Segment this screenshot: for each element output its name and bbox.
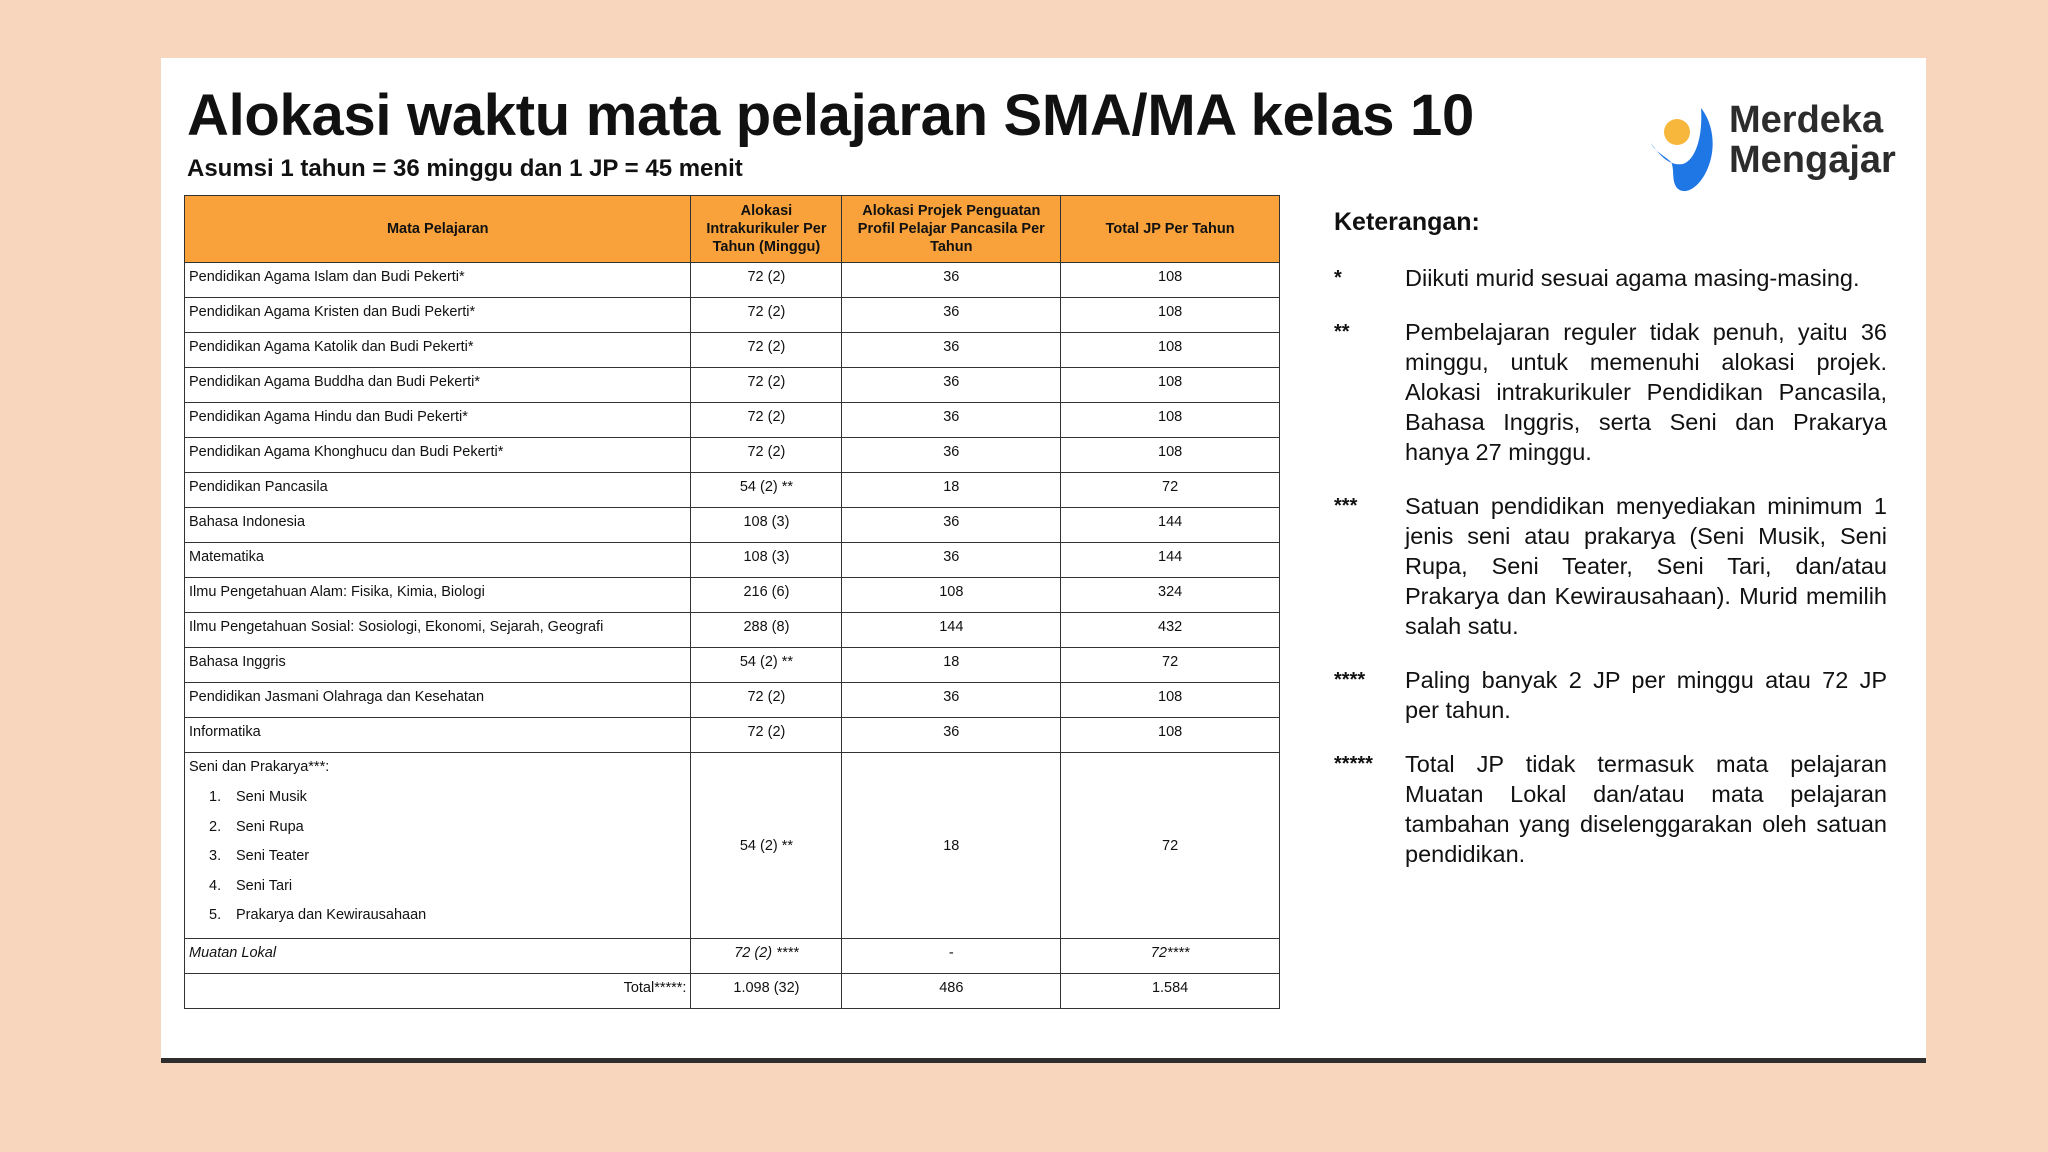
total-cell: 432 [1061, 613, 1280, 648]
total-cell: 144 [1061, 508, 1280, 543]
subject-cell: Ilmu Pengetahuan Sosial: Sosiologi, Ekonomi, Sejarah, Geografi [185, 613, 691, 648]
subject-cell: Pendidikan Agama Kristen dan Budi Pekerti* [185, 298, 691, 333]
projek-cell: 108 [842, 578, 1061, 613]
projek-cell: 36 [842, 508, 1061, 543]
note-item [1334, 665, 1887, 725]
note-item [1334, 491, 1887, 641]
subject-cell: Pendidikan Agama Katolik dan Budi Pekerti* [185, 333, 691, 368]
table-row [185, 613, 1280, 648]
projek-cell: - [842, 939, 1061, 974]
note-text: Satuan pendidikan menyediakan minimum 1 jenis seni atau prakarya (Seni Musik, Seni Rupa, Seni Teater, Seni Tari, dan/atau Prakarya dan Kewirausahaan). Murid memilih salah satu. [1405, 493, 1887, 639]
note-mark: **** [1334, 669, 1366, 691]
total-cell: 108 [1061, 298, 1280, 333]
merdeka-mengajar-logo-icon [1641, 88, 1721, 198]
subject-cell-seni [185, 753, 691, 939]
subject-cell: Bahasa Indonesia [185, 508, 691, 543]
allocation-table [184, 195, 1280, 1009]
table-row [185, 298, 1280, 333]
projek-cell: 36 [842, 368, 1061, 403]
intra-cell: 108 (3) [691, 508, 842, 543]
projek-cell: 18 [842, 473, 1061, 508]
list-item: 1. Seni Musik [209, 789, 307, 805]
intra-cell: 72 (2) [691, 368, 842, 403]
intra-cell: 54 (2) ** [691, 648, 842, 683]
intra-cell: 72 (2) [691, 263, 842, 298]
table-row-seni-prakarya [185, 753, 1280, 939]
total-cell: 108 [1061, 368, 1280, 403]
intra-cell: 72 (2) [691, 718, 842, 753]
intra-cell: 54 (2) ** [691, 753, 842, 939]
table-row-total [185, 974, 1280, 1009]
total-cell: 108 [1061, 263, 1280, 298]
logo-wordmark [1729, 100, 1896, 180]
seni-options-list [189, 783, 686, 931]
page-subtitle: Asumsi 1 tahun = 36 minggu dan 1 JP = 45 menit [187, 155, 743, 182]
projek-cell: 144 [842, 613, 1061, 648]
intra-cell: 72 (2) [691, 438, 842, 473]
table-row [185, 508, 1280, 543]
subject-cell: Pendidikan Agama Hindu dan Budi Pekerti* [185, 403, 691, 438]
table-row [185, 543, 1280, 578]
total-cell: 144 [1061, 543, 1280, 578]
intra-cell: 72 (2) [691, 333, 842, 368]
table-row [185, 263, 1280, 298]
subject-cell: Ilmu Pengetahuan Alam: Fisika, Kimia, Biologi [185, 578, 691, 613]
list-item: 3. Seni Teater [209, 848, 310, 864]
column-header-projek: Alokasi Projek Penguatan Profil Pelajar Pancasila Per Tahun [842, 196, 1061, 263]
total-cell: 108 [1061, 333, 1280, 368]
total-cell: 324 [1061, 578, 1280, 613]
table-row [185, 438, 1280, 473]
note-item [1334, 263, 1887, 293]
table-row [185, 578, 1280, 613]
column-header-subject: Mata Pelajaran [185, 196, 691, 263]
note-mark: *** [1334, 495, 1358, 517]
intra-cell: 72 (2) [691, 683, 842, 718]
subject-cell: Pendidikan Jasmani Olahraga dan Kesehatan [185, 683, 691, 718]
total-cell: 108 [1061, 438, 1280, 473]
intra-cell: 72 (2) [691, 403, 842, 438]
total-cell: 108 [1061, 403, 1280, 438]
note-text: Pembelajaran reguler tidak penuh, yaitu 36 minggu, untuk memenuhi alokasi projek. Alokasi intrakurikuler Pendidikan Pancasila, Bahasa Inggris, serta Seni dan Prakarya hanya 27 minggu. [1405, 319, 1887, 465]
intra-cell: 72 (2) [691, 298, 842, 333]
column-header-total-jp: Total JP Per Tahun [1061, 196, 1280, 263]
merdeka-mengajar-logo [1641, 88, 1921, 198]
projek-cell: 36 [842, 683, 1061, 718]
list-item: 5. Prakarya dan Kewirausahaan [209, 907, 427, 923]
intra-cell: 108 (3) [691, 543, 842, 578]
note-mark: ** [1334, 321, 1350, 343]
projek-cell: 36 [842, 438, 1061, 473]
projek-cell: 36 [842, 298, 1061, 333]
note-text: Total JP tidak termasuk mata pelajaran Muatan Lokal dan/atau mata pelajaran tambahan yang diselenggarakan oleh satuan pendidikan. [1405, 751, 1887, 867]
total-jp-cell: 1.584 [1061, 974, 1280, 1009]
note-mark: * [1334, 267, 1342, 289]
projek-cell: 36 [842, 718, 1061, 753]
projek-cell: 36 [842, 333, 1061, 368]
projek-cell: 18 [842, 648, 1061, 683]
subject-cell: Informatika [185, 718, 691, 753]
table-row [185, 648, 1280, 683]
table-row [185, 718, 1280, 753]
subject-cell: Muatan Lokal [185, 939, 691, 974]
total-cell: 72 [1061, 648, 1280, 683]
list-item: 4. Seni Tari [209, 877, 293, 894]
intra-cell: 216 (6) [691, 578, 842, 613]
logo-line-1: Merdeka [1729, 99, 1884, 141]
total-label: Total*****: [185, 974, 691, 1009]
subject-cell: Bahasa Inggris [185, 648, 691, 683]
notes-panel [1334, 208, 1887, 893]
projek-cell: 18 [842, 753, 1061, 939]
subject-cell: Pendidikan Agama Islam dan Budi Pekerti* [185, 263, 691, 298]
subject-cell: Pendidikan Agama Khonghucu dan Budi Pekerti* [185, 438, 691, 473]
total-cell: 72 [1061, 753, 1280, 939]
intra-cell: 54 (2) ** [691, 473, 842, 508]
table-row [185, 473, 1280, 508]
total-cell: 108 [1061, 683, 1280, 718]
table-body [185, 263, 1280, 1009]
projek-cell: 36 [842, 263, 1061, 298]
total-intra-cell: 1.098 (32) [691, 974, 842, 1009]
table-row [185, 368, 1280, 403]
total-cell: 108 [1061, 718, 1280, 753]
table-row [185, 333, 1280, 368]
table-row [185, 683, 1280, 718]
page-title: Alokasi waktu mata pelajaran SMA/MA kelas 10 [187, 83, 1474, 148]
table-header-row [185, 196, 1280, 263]
note-mark: ***** [1334, 753, 1373, 775]
subject-cell: Pendidikan Pancasila [185, 473, 691, 508]
table-row-muatan-lokal [185, 939, 1280, 974]
projek-cell: 36 [842, 403, 1061, 438]
list-item: 2. Seni Rupa [209, 818, 304, 835]
subject-cell: Pendidikan Agama Buddha dan Budi Pekerti* [185, 368, 691, 403]
note-item [1334, 749, 1887, 869]
notes-heading: Keterangan: [1334, 208, 1480, 236]
total-projek-cell: 486 [842, 974, 1061, 1009]
projek-cell: 36 [842, 543, 1061, 578]
table-row [185, 403, 1280, 438]
column-header-intrakurikuler: Alokasi Intrakurikuler Per Tahun (Minggu) [691, 196, 842, 263]
note-text: Diikuti murid sesuai agama masing-masing. [1405, 265, 1860, 291]
note-item [1334, 317, 1887, 467]
logo-line-2: Mengajar [1729, 139, 1896, 181]
intra-cell: 288 (8) [691, 613, 842, 648]
subject-cell: Matematika [185, 543, 691, 578]
slide-card [161, 58, 1926, 1063]
seni-title: Seni dan Prakarya***: [189, 759, 330, 775]
total-cell: 72**** [1061, 939, 1280, 974]
note-text: Paling banyak 2 JP per minggu atau 72 JP per tahun. [1405, 667, 1887, 723]
intra-cell: 72 (2) **** [691, 939, 842, 974]
total-cell: 72 [1061, 473, 1280, 508]
